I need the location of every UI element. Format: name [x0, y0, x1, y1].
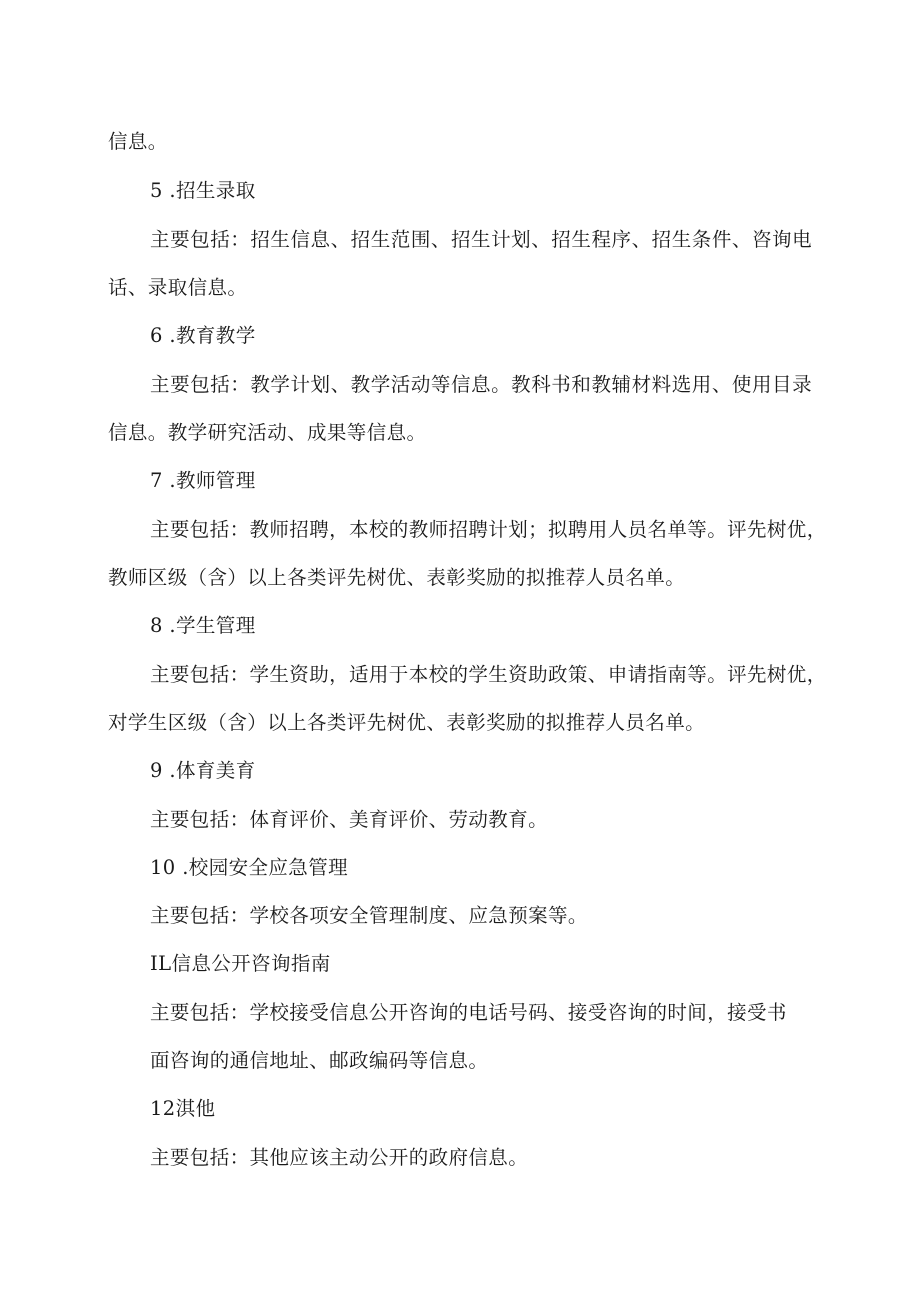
section-heading-8: 8 .学生管理 — [150, 614, 256, 637]
section-6-body-line-1: 主要包括：教学计划、教学活动等信息。教科书和教辅材料选用、使用目录 — [150, 373, 812, 396]
section-7-body-line-1: 主要包括：教师招聘，本校的教师招聘计划；拟聘用人员名单等。评先树优， — [150, 518, 827, 541]
section-8-body-line-1: 主要包括：学生资助，适用于本校的学生资助政策、申请指南等。评先树优， — [150, 663, 827, 686]
section-12-body-line-1: 主要包括：其他应该主动公开的政府信息。 — [150, 1146, 529, 1169]
section-5-body-line-2: 话、录取信息。 — [108, 276, 248, 299]
section-11-body-line-1: 主要包括：学校接受信息公开咨询的电话号码、接受咨询的时间，接受书 — [150, 1001, 787, 1024]
section-heading-9: 9 .体育美育 — [150, 759, 256, 782]
section-5-body-line-1: 主要包括：招生信息、招生范围、招生计划、招生程序、招生条件、咨询电 — [150, 228, 812, 251]
section-8-body-line-2: 对学生区级（含）以上各类评先树优、表彰奖励的拟推荐人员名单。 — [108, 711, 706, 734]
section-7-body-line-2: 教师区级（含）以上各类评先树优、表彰奖励的拟推荐人员名单。 — [108, 566, 686, 589]
section-9-body-line-1: 主要包括：体育评价、美育评价、劳动教育。 — [150, 808, 549, 831]
section-heading-10: 10 .校园安全应急管理 — [150, 856, 349, 879]
section-heading-7: 7 .教师管理 — [150, 469, 256, 492]
paragraph-continuation: 信息。 — [108, 130, 168, 153]
section-10-body-line-1: 主要包括：学校各项安全管理制度、应急预案等。 — [150, 904, 588, 927]
section-heading-12: 12淇他 — [150, 1097, 216, 1120]
section-6-body-line-2: 信息。教学研究活动、成果等信息。 — [108, 421, 427, 444]
section-heading-11: IL信息公开咨询指南 — [150, 952, 331, 975]
section-11-body-line-2: 面咨询的通信地址、邮政编码等信息。 — [150, 1049, 489, 1072]
section-heading-6: 6 .教育教学 — [150, 324, 256, 347]
section-heading-5: 5 .招生录取 — [150, 179, 256, 202]
